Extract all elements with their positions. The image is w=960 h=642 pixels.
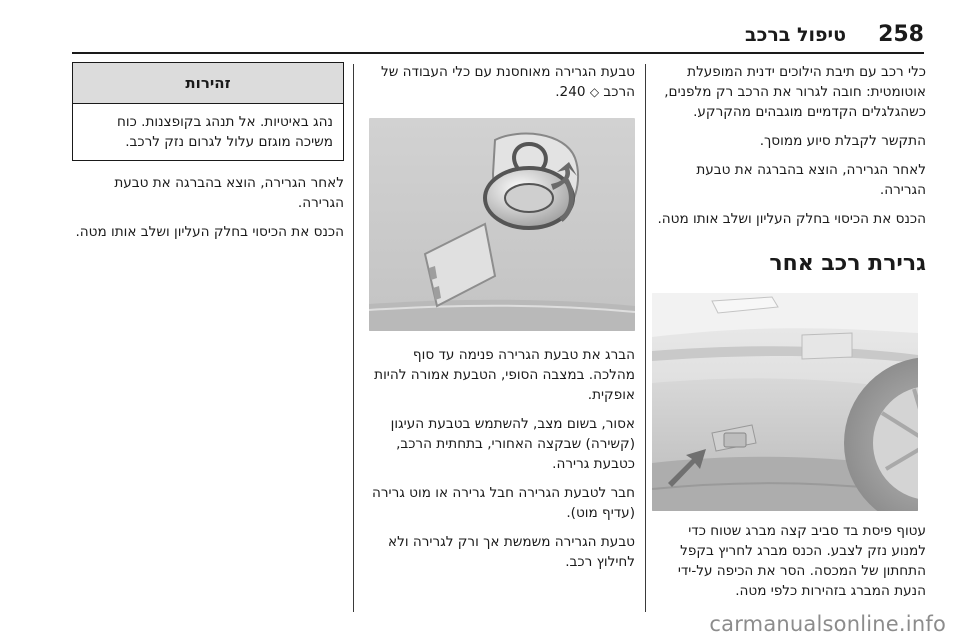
header-rule <box>72 52 924 54</box>
reference-arrow-icon: ◇ <box>589 85 600 99</box>
paragraph-remove-cap: עטוף פיסת בד סביב קצה מברג שטוח כדי למנוע נזק לצבע. הכנס מברג לחריץ בקפל התחתון של המכסה. הסר את הכיפה על-ידי הנעת המברג בזהירות כלפי מטה. <box>677 523 926 599</box>
paragraph-unscrew-eye-2: לאחר הגרירה, הוצא בהברגה את טבעת הגרירה. <box>114 175 344 211</box>
paragraph-automatic-transmission: כלי רכב עם תיבת הילוכים ידנית המופעלת אוטומטית: חובה לגרור את הרכב רק מלפנים, כשהגלגלים הקדמיים מוגבהים מהקרקע. <box>664 64 926 120</box>
caution-box <box>72 62 344 161</box>
paragraph-do-not-use-lashing-eye: אסור, בשום מצב, להשתמש בטבעת העיגון (קשירה) שבקצה האחורי, בתחתית הרכב, כטבעת גרירה. <box>390 416 635 472</box>
caution-text: נהג באיטיות. אל תנהג בקופצנות. כוח משיכה מוגזם עלול לגרום נזק לרכב. <box>117 114 333 150</box>
right-column <box>652 62 926 610</box>
middle-column <box>365 62 635 581</box>
paragraph-eye-only-for-towing: טבעת הגרירה משמשת אך ורק לגרירה ולא לחילוץ רכב. <box>388 534 635 570</box>
left-column <box>72 62 344 251</box>
caution-title: זהירות <box>73 63 343 104</box>
page-number: 258 <box>878 22 924 47</box>
paragraph-screw-in-eye: הברג את טבעת הגרירה פנימה עד סוף מהלכה. במצבה הסופי, הטבעת אמורה להיות אופקית. <box>374 347 635 403</box>
page-title: טיפול ברכב <box>744 24 846 46</box>
paragraph-attach-tow-rope: חבר לטבעת הגרירה חבל גרירה או מוט גרירה (עדיף מוט). <box>371 485 635 521</box>
section-heading-towing-another: גרירת רכב אחר <box>769 251 926 276</box>
paragraph-unscrew-eye: לאחר הגרירה, הוצא בהברגה את טבעת הגרירה. <box>696 162 926 198</box>
paragraph-insert-cover: הכנס את הכיסוי בחלק העליון ושלב אותו מטה. <box>657 211 926 227</box>
paragraph-insert-cover-2: הכנס את הכיסוי בחלק העליון ושלב אותו מטה. <box>75 224 344 240</box>
page-header <box>72 22 924 50</box>
column-divider-right <box>645 64 646 612</box>
watermark: carmanualsonline.info <box>709 612 946 636</box>
towing-eye-illustration <box>369 118 635 331</box>
paragraph-towing-eye-stored: טבעת הגרירה מאוחסנת עם כלי העבודה של הרכב ◇ 240. <box>381 64 635 100</box>
column-divider-left <box>353 64 354 612</box>
rear-bumper-illustration <box>652 293 918 511</box>
paragraph-call-workshop: התקשר לקבלת סיוע ממוסך. <box>759 133 926 149</box>
